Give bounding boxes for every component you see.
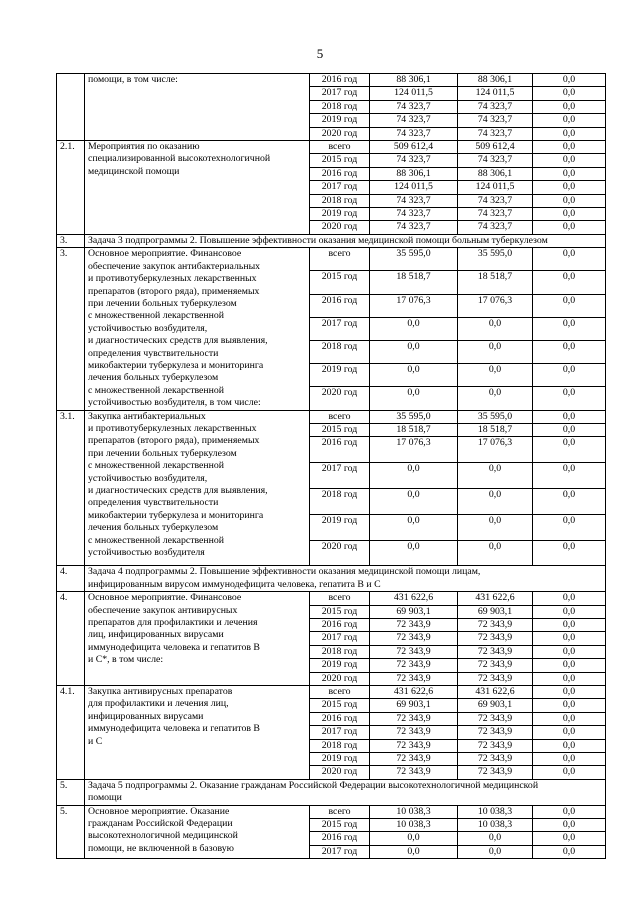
total-cell: 17 076,3 <box>370 294 458 317</box>
measure-description: Закупка антибактериальных и противотуберкулезных лекарственных препаратов (второго ряда), применяемых при лечении больных туберкулезом с множественной лекарственной устойчивостью возбудителя, и диагностических средств для выявления, определения чувствительности микобактерии туберкулеза и мониторинга лечения больных туберкулезом с множественной лекарственной устойчивостью возбудителя <box>85 410 310 566</box>
total-cell: 74 323,7 <box>370 154 458 167</box>
other-cell: 0,0 <box>533 248 606 271</box>
measure-description: помощи, в том числе: <box>85 74 310 141</box>
period-cell: 2015 год <box>310 423 370 436</box>
total-cell: 72 343,9 <box>370 672 458 685</box>
measure-description: Мероприятия по оказанию специализированной высокотехнологичной медицинской помощи <box>85 141 310 235</box>
federal-cell: 431 622,6 <box>458 686 533 699</box>
total-cell: 74 323,7 <box>370 194 458 207</box>
other-cell: 0,0 <box>533 659 606 672</box>
other-cell: 0,0 <box>533 317 606 340</box>
period-cell: всего <box>310 141 370 154</box>
total-cell: 74 323,7 <box>370 114 458 127</box>
total-cell: 72 343,9 <box>370 645 458 658</box>
total-cell: 35 595,0 <box>370 248 458 271</box>
total-cell: 0,0 <box>370 340 458 363</box>
period-cell: 2020 год <box>310 672 370 685</box>
period-cell: 2017 год <box>310 87 370 100</box>
other-cell: 0,0 <box>533 294 606 317</box>
total-cell: 72 343,9 <box>370 726 458 739</box>
measure-description: Основное мероприятие. Финансовое обеспечение закупок антивирусных препаратов для профилактики и лечения лиц, инфицированных вирусами иммунодефицита человека и гепатитов В и С*, в том числе: <box>85 592 310 686</box>
period-cell: 2017 год <box>310 726 370 739</box>
federal-cell: 0,0 <box>458 540 533 566</box>
total-cell: 18 518,7 <box>370 271 458 294</box>
other-cell: 0,0 <box>533 805 606 818</box>
total-cell: 0,0 <box>370 540 458 566</box>
table-row <box>57 248 606 271</box>
federal-cell: 509 612,4 <box>458 141 533 154</box>
total-cell: 72 343,9 <box>370 766 458 779</box>
table-row <box>57 686 606 699</box>
federal-cell: 0,0 <box>458 317 533 340</box>
federal-cell: 69 903,1 <box>458 605 533 618</box>
federal-cell: 72 343,9 <box>458 766 533 779</box>
period-cell: 2019 год <box>310 364 370 387</box>
period-cell: всего <box>310 686 370 699</box>
federal-cell: 17 076,3 <box>458 294 533 317</box>
other-cell: 0,0 <box>533 686 606 699</box>
row-number <box>57 74 85 141</box>
budget-table <box>56 73 606 859</box>
federal-cell: 69 903,1 <box>458 699 533 712</box>
task-row <box>57 234 606 247</box>
period-cell: 2020 год <box>310 766 370 779</box>
other-cell: 0,0 <box>533 410 606 423</box>
other-cell: 0,0 <box>533 208 606 221</box>
row-number: 3.1. <box>57 410 85 566</box>
federal-cell: 0,0 <box>458 832 533 845</box>
federal-cell: 74 323,7 <box>458 127 533 140</box>
total-cell: 35 595,0 <box>370 410 458 423</box>
other-cell: 0,0 <box>533 645 606 658</box>
total-cell: 72 343,9 <box>370 739 458 752</box>
measure-description: Закупка антивирусных препаратов для профилактики и лечения лиц, инфицированных вирусами иммунодефицита человека и гепатитов В и С <box>85 686 310 780</box>
total-cell: 431 622,6 <box>370 592 458 605</box>
federal-cell: 72 343,9 <box>458 726 533 739</box>
period-cell: 2019 год <box>310 659 370 672</box>
period-cell: 2020 год <box>310 221 370 234</box>
period-cell: 2016 год <box>310 294 370 317</box>
other-cell: 0,0 <box>533 141 606 154</box>
period-cell: 2015 год <box>310 271 370 294</box>
other-cell: 0,0 <box>533 114 606 127</box>
other-cell: 0,0 <box>533 221 606 234</box>
other-cell: 0,0 <box>533 753 606 766</box>
period-cell: 2018 год <box>310 488 370 514</box>
other-cell: 0,0 <box>533 181 606 194</box>
total-cell: 18 518,7 <box>370 423 458 436</box>
total-cell: 0,0 <box>370 463 458 489</box>
total-cell: 0,0 <box>370 317 458 340</box>
federal-cell: 431 622,6 <box>458 592 533 605</box>
period-cell: 2017 год <box>310 181 370 194</box>
measure-description: Основное мероприятие. Финансовое обеспечение закупок антибактериальных и противотуберкулезных лекарственных препаратов (второго ряда), применяемых при лечении больных туберкулезом с множественной лекарственной устойчивостью возбудителя, и диагностических средств для выявления, определения чувствительности микобактерии туберкулеза и мониторинга лечения больных туберкулезом с множественной лекарственной устойчивостью возбудителя, в том числе: <box>85 248 310 410</box>
period-cell: 2018 год <box>310 194 370 207</box>
period-cell: 2017 год <box>310 463 370 489</box>
federal-cell: 88 306,1 <box>458 167 533 180</box>
total-cell: 88 306,1 <box>370 74 458 87</box>
other-cell: 0,0 <box>533 423 606 436</box>
federal-cell: 18 518,7 <box>458 271 533 294</box>
federal-cell: 0,0 <box>458 514 533 540</box>
task-row <box>57 566 606 592</box>
federal-cell: 72 343,9 <box>458 672 533 685</box>
row-number: 3. <box>57 248 85 410</box>
federal-cell: 74 323,7 <box>458 114 533 127</box>
table-row <box>57 592 606 605</box>
federal-cell: 124 011,5 <box>458 181 533 194</box>
federal-cell: 72 343,9 <box>458 645 533 658</box>
federal-cell: 72 343,9 <box>458 618 533 631</box>
total-cell: 0,0 <box>370 832 458 845</box>
total-cell: 74 323,7 <box>370 127 458 140</box>
other-cell: 0,0 <box>533 832 606 845</box>
federal-cell: 10 038,3 <box>458 805 533 818</box>
federal-cell: 0,0 <box>458 463 533 489</box>
total-cell: 0,0 <box>370 364 458 387</box>
total-cell: 124 011,5 <box>370 181 458 194</box>
task-title: Задача 3 подпрограммы 2. Повышение эффективности оказания медицинской помощи больным туберкулезом <box>85 234 606 247</box>
period-cell: 2018 год <box>310 645 370 658</box>
federal-cell: 0,0 <box>458 488 533 514</box>
other-cell: 0,0 <box>533 488 606 514</box>
total-cell: 10 038,3 <box>370 805 458 818</box>
other-cell: 0,0 <box>533 699 606 712</box>
period-cell: 2015 год <box>310 819 370 832</box>
other-cell: 0,0 <box>533 618 606 631</box>
other-cell: 0,0 <box>533 632 606 645</box>
other-cell: 0,0 <box>533 167 606 180</box>
federal-cell: 72 343,9 <box>458 632 533 645</box>
table-row <box>57 141 606 154</box>
federal-cell: 35 595,0 <box>458 410 533 423</box>
federal-cell: 10 038,3 <box>458 819 533 832</box>
total-cell: 72 343,9 <box>370 712 458 725</box>
period-cell: 2020 год <box>310 387 370 410</box>
other-cell: 0,0 <box>533 194 606 207</box>
period-cell: 2020 год <box>310 540 370 566</box>
total-cell: 69 903,1 <box>370 605 458 618</box>
federal-cell: 0,0 <box>458 340 533 363</box>
total-cell: 72 343,9 <box>370 632 458 645</box>
federal-cell: 35 595,0 <box>458 248 533 271</box>
other-cell: 0,0 <box>533 726 606 739</box>
federal-cell: 74 323,7 <box>458 100 533 113</box>
row-number: 2.1. <box>57 141 85 235</box>
period-cell: 2016 год <box>310 74 370 87</box>
other-cell: 0,0 <box>533 819 606 832</box>
federal-cell: 18 518,7 <box>458 423 533 436</box>
period-cell: всего <box>310 805 370 818</box>
period-cell: 2017 год <box>310 845 370 858</box>
task-title: Задача 5 подпрограммы 2. Оказание гражданам Российской Федерации высокотехнологичной медицинской помощи <box>85 779 606 805</box>
period-cell: 2018 год <box>310 100 370 113</box>
row-number: 5. <box>57 779 85 805</box>
period-cell: 2019 год <box>310 114 370 127</box>
other-cell: 0,0 <box>533 74 606 87</box>
other-cell: 0,0 <box>533 605 606 618</box>
period-cell: всего <box>310 592 370 605</box>
federal-cell: 74 323,7 <box>458 194 533 207</box>
total-cell: 124 011,5 <box>370 87 458 100</box>
federal-cell: 72 343,9 <box>458 739 533 752</box>
period-cell: 2018 год <box>310 739 370 752</box>
federal-cell: 0,0 <box>458 387 533 410</box>
period-cell: 2016 год <box>310 618 370 631</box>
other-cell: 0,0 <box>533 845 606 858</box>
other-cell: 0,0 <box>533 154 606 167</box>
other-cell: 0,0 <box>533 739 606 752</box>
table-row <box>57 74 606 87</box>
period-cell: 2017 год <box>310 632 370 645</box>
other-cell: 0,0 <box>533 514 606 540</box>
period-cell: 2020 год <box>310 127 370 140</box>
federal-cell: 88 306,1 <box>458 74 533 87</box>
total-cell: 509 612,4 <box>370 141 458 154</box>
total-cell: 74 323,7 <box>370 221 458 234</box>
period-cell: 2019 год <box>310 514 370 540</box>
total-cell: 88 306,1 <box>370 167 458 180</box>
table-row <box>57 805 606 818</box>
period-cell: 2017 год <box>310 317 370 340</box>
federal-cell: 74 323,7 <box>458 154 533 167</box>
row-number: 4.1. <box>57 686 85 780</box>
measure-description: Основное мероприятие. Оказание гражданам Российской Федерации высокотехнологичной медицинской помощи, не включенной в базовую <box>85 805 310 859</box>
other-cell: 0,0 <box>533 463 606 489</box>
row-number: 5. <box>57 805 85 859</box>
other-cell: 0,0 <box>533 712 606 725</box>
period-cell: 2016 год <box>310 437 370 463</box>
other-cell: 0,0 <box>533 271 606 294</box>
period-cell: 2015 год <box>310 699 370 712</box>
row-number: 3. <box>57 234 85 247</box>
period-cell: всего <box>310 410 370 423</box>
total-cell: 69 903,1 <box>370 699 458 712</box>
other-cell: 0,0 <box>533 87 606 100</box>
task-title: Задача 4 подпрограммы 2. Повышение эффективности оказания медицинской помощи лицам, инфицированным вирусом иммунодефицита человека, гепатита В и С <box>85 566 606 592</box>
total-cell: 10 038,3 <box>370 819 458 832</box>
total-cell: 0,0 <box>370 845 458 858</box>
period-cell: 2016 год <box>310 712 370 725</box>
other-cell: 0,0 <box>533 672 606 685</box>
page-number: 5 <box>316 46 324 61</box>
period-cell: 2015 год <box>310 605 370 618</box>
row-number: 4. <box>57 566 85 592</box>
federal-cell: 0,0 <box>458 364 533 387</box>
period-cell: 2019 год <box>310 208 370 221</box>
total-cell: 0,0 <box>370 514 458 540</box>
period-cell: 2016 год <box>310 832 370 845</box>
other-cell: 0,0 <box>533 592 606 605</box>
other-cell: 0,0 <box>533 387 606 410</box>
total-cell: 74 323,7 <box>370 208 458 221</box>
other-cell: 0,0 <box>533 100 606 113</box>
table-row <box>57 410 606 423</box>
total-cell: 72 343,9 <box>370 618 458 631</box>
period-cell: 2019 год <box>310 753 370 766</box>
period-cell: 2018 год <box>310 340 370 363</box>
other-cell: 0,0 <box>533 766 606 779</box>
total-cell: 74 323,7 <box>370 100 458 113</box>
other-cell: 0,0 <box>533 127 606 140</box>
period-cell: всего <box>310 248 370 271</box>
total-cell: 72 343,9 <box>370 659 458 672</box>
federal-cell: 74 323,7 <box>458 208 533 221</box>
other-cell: 0,0 <box>533 340 606 363</box>
federal-cell: 0,0 <box>458 845 533 858</box>
federal-cell: 124 011,5 <box>458 87 533 100</box>
total-cell: 431 622,6 <box>370 686 458 699</box>
federal-cell: 72 343,9 <box>458 659 533 672</box>
federal-cell: 72 343,9 <box>458 712 533 725</box>
row-number: 4. <box>57 592 85 686</box>
federal-cell: 72 343,9 <box>458 753 533 766</box>
federal-cell: 74 323,7 <box>458 221 533 234</box>
period-cell: 2016 год <box>310 167 370 180</box>
total-cell: 0,0 <box>370 387 458 410</box>
period-cell: 2015 год <box>310 154 370 167</box>
federal-cell: 17 076,3 <box>458 437 533 463</box>
other-cell: 0,0 <box>533 437 606 463</box>
task-row <box>57 779 606 805</box>
other-cell: 0,0 <box>533 364 606 387</box>
other-cell: 0,0 <box>533 540 606 566</box>
total-cell: 17 076,3 <box>370 437 458 463</box>
total-cell: 0,0 <box>370 488 458 514</box>
total-cell: 72 343,9 <box>370 753 458 766</box>
